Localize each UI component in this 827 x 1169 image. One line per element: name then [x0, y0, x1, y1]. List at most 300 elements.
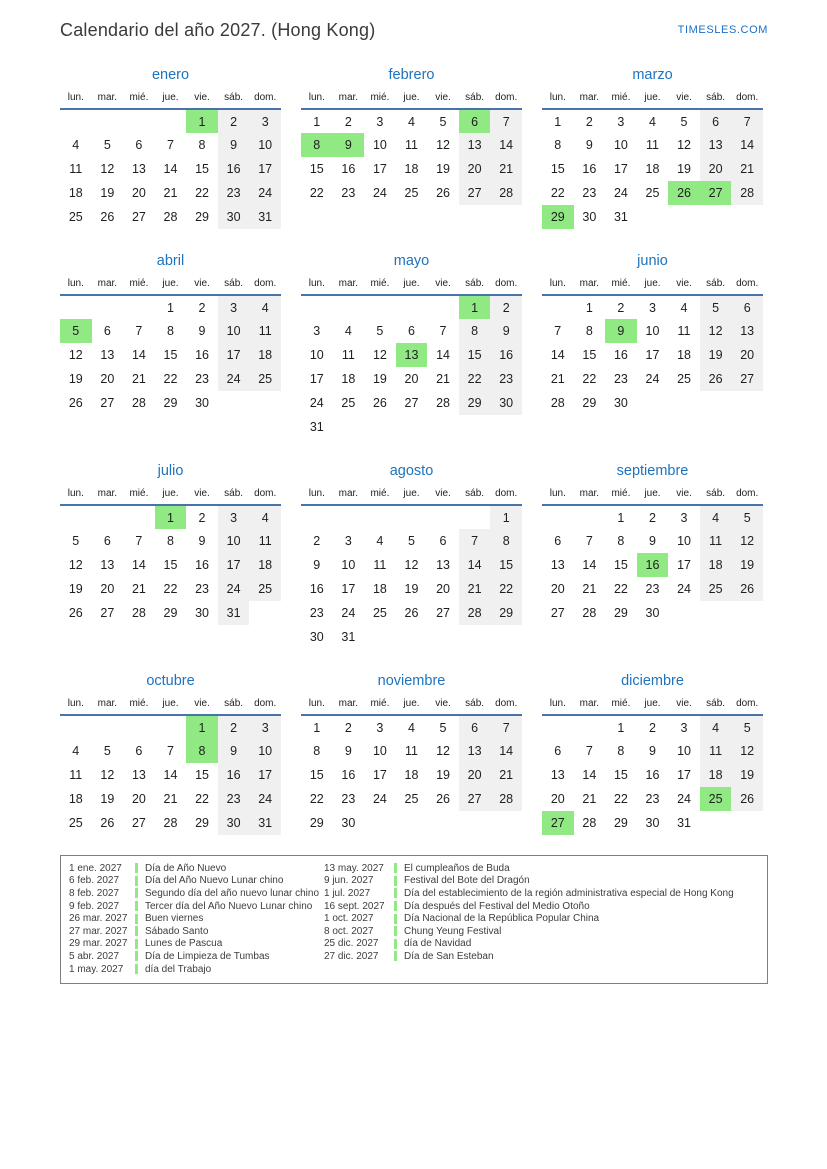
day-cell: 4	[249, 295, 281, 319]
day-cell: 1	[585, 300, 593, 315]
legend-date: 1 may. 2027	[69, 963, 124, 975]
day-cell: 7	[490, 109, 522, 133]
day-cell: 10	[249, 739, 281, 763]
holiday-marker-bar	[135, 914, 138, 924]
day-cell: 19	[731, 763, 763, 787]
day-cell: 27	[100, 396, 115, 410]
day-cell: 10	[372, 744, 387, 758]
month-title[interactable]: febrero	[388, 67, 435, 83]
legend-item	[324, 862, 761, 875]
day-cell: 30	[309, 630, 324, 644]
day-cell: 8	[617, 744, 625, 758]
day-cell: 4	[249, 505, 281, 529]
holiday-day-cell: 16	[637, 553, 669, 577]
day-cell: 18	[700, 553, 732, 577]
weekday-header: mar.	[338, 92, 359, 103]
day-cell: 5	[700, 295, 732, 319]
day-cell: 24	[677, 792, 691, 806]
day-cell: 7	[135, 534, 143, 548]
day-cell: 21	[459, 577, 491, 601]
weekday-header: dom.	[736, 278, 759, 289]
day-cell: 6	[554, 744, 562, 758]
day-cell: 20	[404, 372, 419, 386]
day-cell: 15	[195, 768, 209, 782]
day-cell: 28	[163, 210, 178, 224]
day-cell: 3	[680, 510, 688, 525]
day-cell: 10	[613, 138, 628, 152]
holiday-marker-bar	[135, 863, 138, 873]
day-cell: 21	[131, 582, 146, 596]
day-cell: 20	[100, 582, 115, 596]
day-cell: 22	[163, 582, 178, 596]
day-cell: 29	[195, 816, 209, 830]
empty-cell	[249, 601, 281, 625]
empty-cell	[459, 625, 491, 649]
day-cell: 2	[617, 300, 625, 315]
weekday-header: vie.	[194, 488, 210, 499]
month-title[interactable]: septiembre	[616, 463, 689, 479]
day-cell: 12	[677, 138, 691, 152]
day-cell: 9	[344, 744, 352, 758]
weekday-header: vie.	[194, 698, 210, 709]
day-cell: 22	[613, 582, 628, 596]
day-cell: 8	[166, 534, 174, 548]
month-title[interactable]: enero	[151, 67, 190, 83]
holiday-marker-bar	[394, 939, 397, 949]
day-cell: 7	[166, 138, 174, 152]
day-cell: 8	[459, 319, 491, 343]
holiday-day-cell: 5	[60, 319, 92, 343]
day-cell: 9	[313, 558, 321, 572]
day-cell: 25	[68, 210, 83, 224]
month-block-noviembre	[301, 673, 522, 835]
day-cell: 22	[582, 372, 597, 386]
day-cell: 12	[68, 558, 83, 572]
day-cell: 29	[309, 816, 324, 830]
month-table	[60, 276, 281, 415]
day-cell: 25	[645, 186, 660, 200]
day-cell: 30	[341, 816, 356, 830]
legend-holiday-name: Chung Yeung Festival	[404, 925, 502, 937]
empty-cell	[301, 295, 333, 319]
day-cell: 7	[166, 744, 174, 758]
day-cell: 25	[249, 367, 281, 391]
day-cell: 11	[249, 529, 281, 553]
day-cell: 9	[490, 319, 522, 343]
day-cell: 24	[613, 186, 628, 200]
day-cell: 22	[163, 372, 178, 386]
day-cell: 6	[700, 109, 732, 133]
day-cell: 24	[372, 792, 387, 806]
day-cell: 4	[700, 715, 732, 739]
legend-holiday-name: Día de San Esteban	[404, 950, 494, 962]
day-cell: 11	[700, 739, 732, 763]
holiday-day-cell: 26	[668, 181, 700, 205]
empty-cell	[364, 625, 396, 649]
day-cell: 21	[163, 792, 178, 806]
day-cell: 21	[490, 763, 522, 787]
legend-holiday-name: Buen viernes	[145, 913, 204, 925]
holiday-marker-bar	[135, 926, 138, 936]
empty-cell	[731, 811, 763, 835]
day-cell: 6	[439, 534, 447, 548]
day-cell: 1	[617, 720, 625, 735]
weekday-header: mar.	[97, 92, 118, 103]
empty-cell	[123, 109, 155, 133]
legend-holiday-name: Día Nacional de la República Popular China	[404, 913, 600, 925]
day-cell: 30	[645, 816, 660, 830]
day-cell: 4	[700, 505, 732, 529]
legend-date: 25 dic. 2027	[324, 938, 379, 950]
day-cell: 19	[700, 343, 732, 367]
empty-cell	[574, 505, 606, 529]
empty-cell	[700, 391, 732, 415]
day-cell: 8	[166, 324, 174, 338]
day-cell: 18	[372, 582, 387, 596]
day-cell: 4	[407, 114, 415, 129]
day-cell: 9	[648, 534, 656, 548]
day-cell: 9	[585, 138, 593, 152]
weekday-header: jue.	[162, 488, 179, 499]
day-cell: 14	[163, 162, 178, 176]
day-cell: 13	[550, 558, 565, 572]
day-cell: 19	[372, 372, 387, 386]
day-cell: 14	[131, 348, 146, 362]
empty-cell	[123, 505, 155, 529]
month-block-julio	[60, 463, 281, 649]
empty-cell	[396, 811, 428, 835]
day-cell: 21	[131, 372, 146, 386]
day-cell: 26	[700, 367, 732, 391]
day-cell: 12	[731, 529, 763, 553]
day-cell: 5	[376, 324, 384, 338]
weekday-header: lun.	[549, 278, 566, 289]
weekday-header: dom.	[254, 278, 277, 289]
empty-cell	[92, 109, 124, 133]
day-cell: 2	[218, 109, 250, 133]
day-cell: 23	[645, 792, 660, 806]
day-cell: 11	[645, 138, 659, 152]
month-title[interactable]: junio	[637, 253, 668, 269]
weekday-header: vie.	[435, 488, 451, 499]
legend-date: 1 oct. 2027	[324, 913, 374, 925]
weekday-header: sáb.	[224, 92, 244, 103]
weekday-header: vie.	[435, 698, 451, 709]
legend-item	[324, 912, 761, 925]
day-cell: 17	[645, 348, 660, 362]
day-cell: 3	[218, 505, 250, 529]
day-cell: 17	[372, 162, 387, 176]
legend-date: 1 ene. 2027	[69, 862, 122, 874]
day-cell: 15	[613, 558, 628, 572]
day-cell: 9	[198, 324, 206, 338]
empty-cell	[60, 715, 92, 739]
day-cell: 24	[341, 606, 356, 620]
day-cell: 28	[131, 606, 146, 620]
day-cell: 20	[131, 186, 146, 200]
day-cell: 16	[341, 768, 356, 782]
site-link[interactable]: TIMESLES.COM	[677, 24, 768, 36]
legend-holiday-name: Lunes de Pascua	[145, 938, 223, 950]
day-cell: 28	[582, 606, 597, 620]
day-cell: 21	[436, 372, 450, 386]
weekday-header: dom.	[495, 488, 518, 499]
day-cell: 31	[341, 630, 356, 644]
weekday-header: lun.	[308, 92, 325, 103]
day-cell: 13	[731, 319, 763, 343]
day-cell: 2	[490, 295, 522, 319]
empty-cell	[427, 505, 459, 529]
empty-cell	[542, 715, 574, 739]
month-title[interactable]: noviembre	[377, 673, 446, 689]
day-cell: 29	[613, 606, 628, 620]
month-title[interactable]: agosto	[389, 463, 434, 479]
day-cell: 13	[100, 558, 115, 572]
empty-cell	[396, 505, 428, 529]
day-cell: 21	[731, 157, 763, 181]
day-cell: 16	[645, 768, 660, 782]
months-grid	[60, 67, 768, 835]
legend-date: 13 may. 2027	[324, 862, 384, 874]
day-cell: 12	[100, 162, 115, 176]
legend-date: 8 oct. 2027	[324, 925, 374, 937]
empty-cell	[60, 109, 92, 133]
holiday-marker-bar	[394, 901, 397, 911]
weekday-header: dom.	[254, 92, 277, 103]
legend-date: 8 feb. 2027	[69, 887, 120, 899]
day-cell: 15	[163, 348, 178, 362]
day-cell: 1	[617, 510, 625, 525]
day-cell: 31	[677, 816, 691, 830]
day-cell: 28	[550, 396, 565, 410]
day-cell: 16	[582, 162, 597, 176]
day-cell: 18	[68, 186, 83, 200]
empty-cell	[731, 205, 763, 229]
legend-date: 9 feb. 2027	[69, 900, 120, 912]
day-cell: 28	[163, 816, 178, 830]
month-title[interactable]: diciembre	[621, 673, 684, 689]
weekday-header: mié.	[129, 488, 149, 499]
empty-cell	[637, 391, 669, 415]
day-cell: 22	[490, 577, 522, 601]
day-cell: 26	[436, 186, 450, 200]
page-header	[60, 20, 768, 41]
day-cell: 31	[249, 811, 281, 835]
day-cell: 27	[404, 396, 419, 410]
month-block-febrero	[301, 67, 522, 229]
day-cell: 20	[731, 343, 763, 367]
month-block-abril	[60, 253, 281, 439]
holiday-marker-bar	[135, 888, 138, 898]
day-cell: 2	[218, 715, 250, 739]
empty-cell	[427, 625, 459, 649]
legend-item	[324, 875, 761, 888]
day-cell: 1	[166, 300, 174, 315]
day-cell: 17	[372, 768, 387, 782]
day-cell: 10	[677, 534, 691, 548]
month-title[interactable]: marzo	[632, 67, 673, 83]
day-cell: 21	[490, 157, 522, 181]
day-cell: 14	[731, 133, 763, 157]
day-cell: 16	[195, 348, 209, 362]
day-cell: 9	[648, 744, 656, 758]
day-cell: 31	[218, 601, 250, 625]
weekday-header: vie.	[435, 92, 451, 103]
day-cell: 23	[613, 372, 628, 386]
weekday-header: jue.	[644, 698, 661, 709]
weekday-header: sáb.	[465, 278, 485, 289]
month-table	[301, 696, 522, 835]
legend-date: 27 mar. 2027	[69, 925, 128, 937]
day-cell: 5	[731, 505, 763, 529]
weekday-header: mié.	[370, 278, 390, 289]
weekday-header: jue.	[403, 92, 420, 103]
empty-cell	[490, 625, 522, 649]
day-cell: 6	[459, 715, 491, 739]
month-block-marzo	[542, 67, 763, 229]
day-cell: 26	[372, 396, 387, 410]
day-cell: 19	[731, 553, 763, 577]
legend-holiday-name: El cumpleaños de Buda	[404, 862, 510, 874]
empty-cell	[396, 295, 428, 319]
legend-holiday-name: Festival del Bote del Dragón	[404, 875, 530, 887]
day-cell: 17	[677, 768, 691, 782]
day-cell: 20	[459, 157, 491, 181]
day-cell: 23	[195, 372, 209, 386]
day-cell: 9	[218, 739, 250, 763]
month-block-octubre	[60, 673, 281, 835]
weekday-header: lun.	[308, 698, 325, 709]
day-cell: 15	[163, 558, 178, 572]
weekday-header: sáb.	[465, 488, 485, 499]
weekday-header: lun.	[549, 488, 566, 499]
day-cell: 7	[490, 715, 522, 739]
day-cell: 15	[613, 768, 628, 782]
empty-cell	[668, 205, 700, 229]
day-cell: 25	[68, 816, 83, 830]
legend-item	[69, 912, 324, 925]
day-cell: 27	[100, 606, 115, 620]
legend-holiday-name: Día del establecimiento de la región administrativa especial de Hong Kong	[404, 887, 734, 899]
day-cell: 28	[131, 396, 146, 410]
day-cell: 3	[344, 534, 352, 548]
day-cell: 31	[613, 210, 628, 224]
day-cell: 22	[459, 367, 491, 391]
day-cell: 14	[490, 133, 522, 157]
day-cell: 29	[459, 391, 491, 415]
holiday-marker-bar	[394, 888, 397, 898]
day-cell: 1	[313, 720, 321, 735]
day-cell: 3	[249, 109, 281, 133]
holiday-day-cell: 1	[155, 505, 187, 529]
empty-cell	[301, 505, 333, 529]
day-cell: 27	[459, 787, 491, 811]
empty-cell	[249, 391, 281, 415]
day-cell: 3	[648, 300, 656, 315]
day-cell: 14	[582, 768, 597, 782]
legend-item	[69, 925, 324, 938]
day-cell: 20	[700, 157, 732, 181]
day-cell: 11	[677, 324, 691, 338]
month-table	[301, 486, 522, 649]
holiday-day-cell: 27	[700, 181, 732, 205]
day-cell: 19	[100, 792, 115, 806]
month-table	[60, 486, 281, 625]
day-cell: 10	[341, 558, 356, 572]
empty-cell	[396, 415, 428, 439]
day-cell: 22	[195, 186, 209, 200]
day-cell: 6	[135, 744, 143, 758]
day-cell: 12	[100, 768, 115, 782]
empty-cell	[459, 811, 491, 835]
day-cell: 26	[731, 577, 763, 601]
empty-cell	[60, 295, 92, 319]
holiday-day-cell: 8	[301, 133, 333, 157]
holiday-day-cell: 1	[459, 295, 491, 319]
weekday-header: vie.	[435, 278, 451, 289]
day-cell: 13	[459, 133, 491, 157]
day-cell: 10	[309, 348, 324, 362]
day-cell: 5	[439, 114, 447, 129]
weekday-header: lun.	[549, 698, 566, 709]
day-cell: 10	[677, 744, 691, 758]
day-cell: 14	[490, 739, 522, 763]
holiday-marker-bar	[394, 876, 397, 886]
legend-item	[324, 887, 761, 900]
weekday-header: jue.	[403, 698, 420, 709]
month-title[interactable]: mayo	[393, 253, 430, 269]
day-cell: 28	[436, 396, 450, 410]
weekday-header: dom.	[736, 698, 759, 709]
day-cell: 10	[249, 133, 281, 157]
day-cell: 4	[72, 138, 80, 152]
empty-cell	[92, 505, 124, 529]
holiday-legend	[60, 855, 768, 984]
holiday-day-cell: 13	[396, 343, 428, 367]
day-cell: 13	[700, 133, 732, 157]
weekday-header: dom.	[736, 92, 759, 103]
weekday-header: dom.	[495, 92, 518, 103]
legend-holiday-name: Día de Limpieza de Tumbas	[145, 950, 270, 962]
day-cell: 8	[617, 534, 625, 548]
weekday-header: lun.	[308, 488, 325, 499]
day-cell: 15	[490, 553, 522, 577]
month-title[interactable]: octubre	[146, 673, 195, 689]
month-title[interactable]: julio	[157, 463, 184, 479]
empty-cell	[427, 295, 459, 319]
day-cell: 23	[218, 787, 250, 811]
month-title[interactable]: abril	[156, 253, 185, 269]
day-cell: 15	[459, 343, 491, 367]
day-cell: 15	[309, 768, 324, 782]
day-cell: 12	[372, 348, 387, 362]
day-cell: 24	[218, 577, 250, 601]
day-cell: 13	[131, 162, 146, 176]
empty-cell	[60, 505, 92, 529]
day-cell: 30	[218, 811, 250, 835]
day-cell: 13	[131, 768, 146, 782]
weekday-header: mié.	[129, 698, 149, 709]
day-cell: 29	[490, 601, 522, 625]
weekday-header: sáb.	[465, 92, 485, 103]
day-cell: 12	[700, 319, 732, 343]
day-cell: 26	[731, 787, 763, 811]
empty-cell	[333, 415, 365, 439]
day-cell: 30	[195, 396, 209, 410]
empty-cell	[427, 811, 459, 835]
empty-cell	[427, 415, 459, 439]
day-cell: 25	[341, 396, 356, 410]
